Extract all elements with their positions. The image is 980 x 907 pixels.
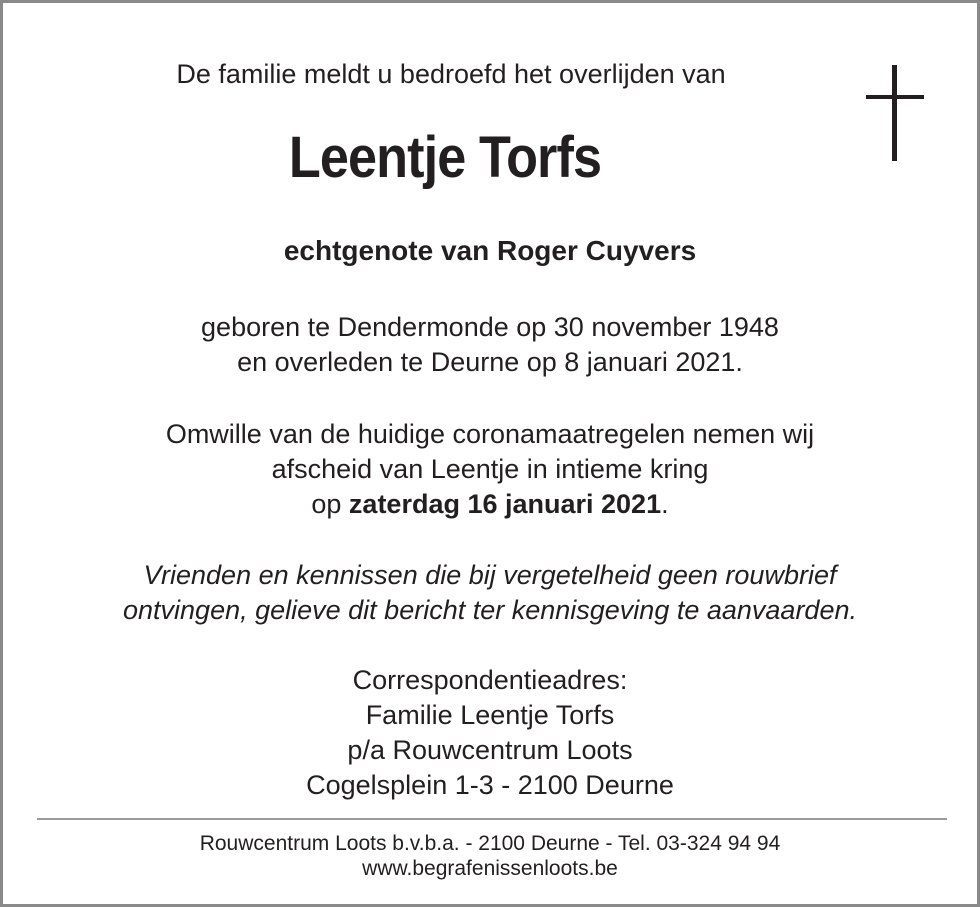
farewell-suffix: . [661, 489, 669, 519]
footer-company: Rouwcentrum Loots b.v.b.a. - 2100 Deurne - Tel. 03-324 94 94 [199, 832, 781, 855]
notice-note-line-1: Vrienden en kennissen die bij vergetelheid geen rouwbrief [143, 560, 837, 590]
cross-horizontal-bar [866, 95, 924, 99]
spouse-line: echtgenote van Roger Cuyvers [283, 235, 697, 266]
farewell-line-1: Omwille van de huidige coronamaatregelen nemen wij [165, 419, 815, 449]
deceased-name: Leentje Torfs [288, 125, 602, 190]
death-line: en overleden te Deurne op 8 januari 2021. [237, 347, 743, 377]
address-line-1: Familie Leentje Torfs [365, 700, 615, 730]
cross-vertical-bar [892, 65, 897, 161]
address-label: Correspondentieadres: [352, 665, 628, 695]
address-line-2: p/a Rouwcentrum Loots [347, 735, 633, 765]
intro-text: De familie meldt u bedroefd het overlijden van [176, 59, 726, 89]
farewell-date: zaterdag 16 januari 2021 [348, 489, 662, 519]
notice-note-line-2: ontvingen, gelieve dit bericht ter kennisgeving te aanvaarden. [123, 595, 857, 625]
farewell-line-2: afscheid van Leentje in intieme kring [271, 454, 709, 484]
address-line-3: Cogelsplein 1-3 - 2100 Deurne [306, 770, 674, 800]
footer-website: www.begrafenissenloots.be [362, 857, 618, 880]
farewell-prefix: op [311, 489, 349, 519]
birth-line: geboren te Dendermonde op 30 november 1948 [201, 312, 779, 342]
latin-cross-icon [866, 65, 924, 161]
farewell-line-3 [3, 487, 977, 521]
footer-divider [37, 818, 947, 820]
